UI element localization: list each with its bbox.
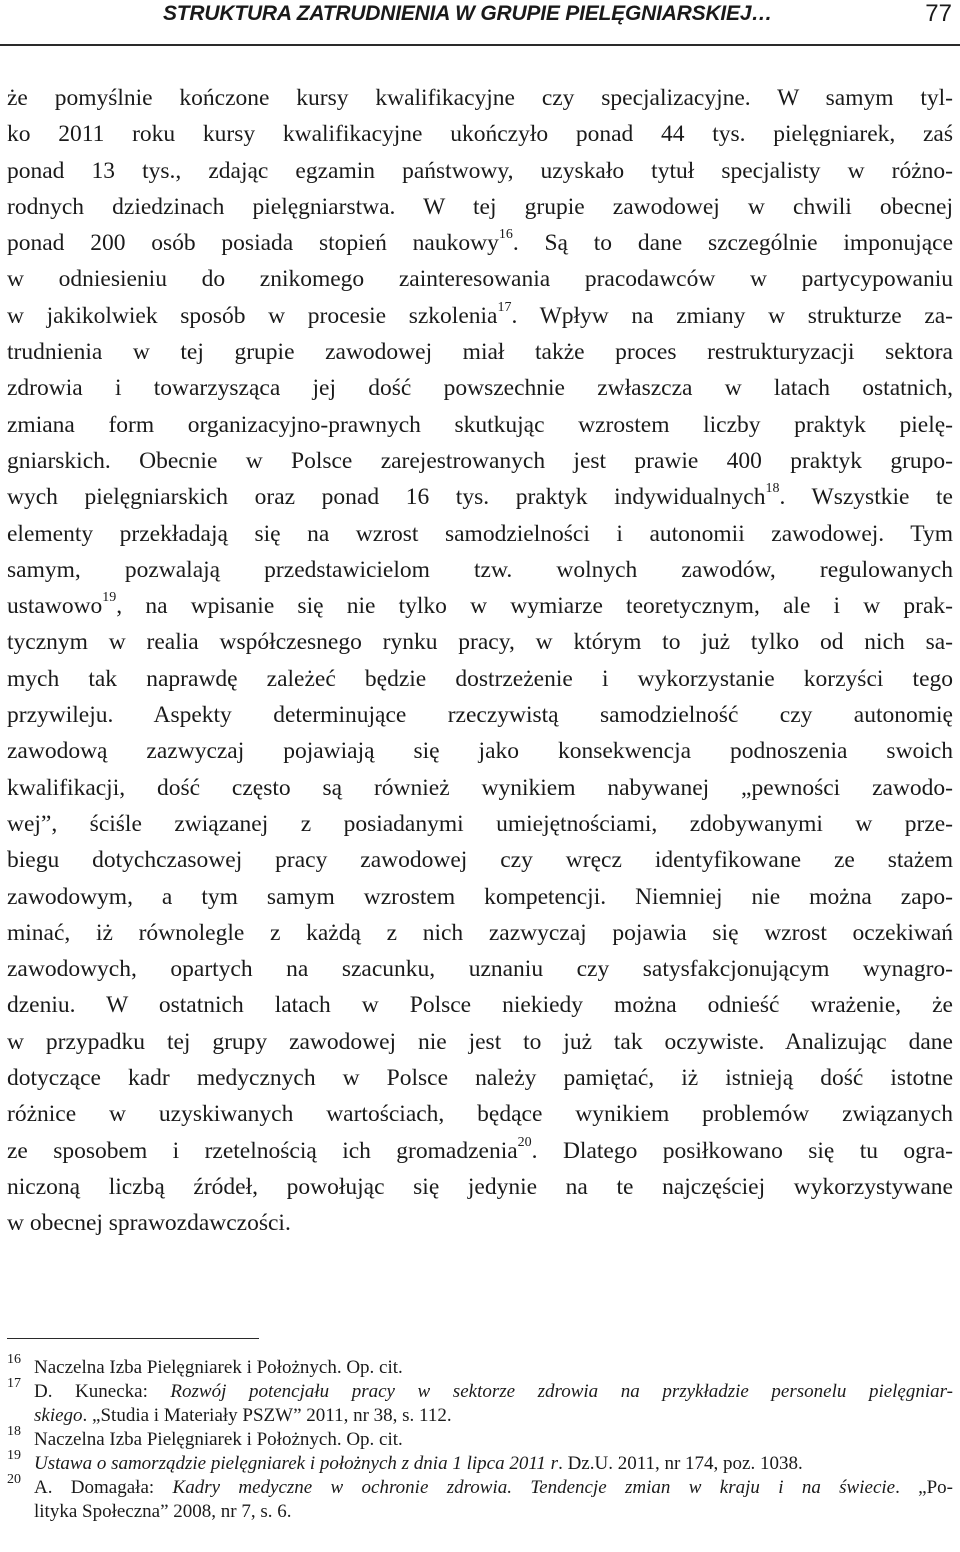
text-line: rodnych dziedzinach pielęgniarstwa. W tej grupie zawodowej w chwili obecnej [7, 193, 953, 220]
text-line [7, 588, 953, 624]
text-line: w przypadku tej grupy zawodowej nie jest to już tak oczywiste. Analizując dane [7, 1028, 953, 1055]
text-line: zawodowym, a tym samym wzrostem kompetencji. Niemniej nie można zapo- [7, 883, 953, 910]
text-line: w obecnej sprawozdawczości. [7, 1210, 291, 1237]
footnote-line [34, 1452, 953, 1476]
text-segment: , na wpisanie się nie tylko w wymiarze teoretycznym, ale i w prak- [116, 593, 953, 620]
text-line: ko 2011 roku kursy kwalifikacyjne ukończyło ponad 44 tys. pielęgniarek, zaś [7, 121, 953, 148]
text-line: niczoną liczbą źródeł, powołując się jedynie na te najczęściej wykorzystywane [7, 1173, 953, 1200]
text-segment: . Wpływ na zmiany w strukturze za- [511, 302, 953, 329]
footnote-16 [7, 1352, 953, 1380]
footnote-reference[interactable]: 20 [517, 1134, 532, 1150]
text-line: gniarskich. Obecnie w Polsce zarejestrowanych jest prawie 400 praktyk grupo- [7, 447, 953, 474]
footnote-segment: A. Domagała: [34, 1477, 173, 1498]
footnote-reference[interactable]: 17 [497, 299, 512, 315]
text-line: trudnienia w tej grupie zawodowej miał także proces restrukturyzacji sektora [7, 339, 953, 366]
text-line [7, 225, 953, 261]
footnote-number: 20 [7, 1472, 21, 1487]
text-line: różnice w uzyskiwanych wartościach, będące wynikiem problemów związanych [7, 1101, 953, 1128]
text-segment: ze sposobem i rzetelnością ich gromadzenia [7, 1137, 518, 1164]
footnote-line [34, 1380, 953, 1404]
footnote-segment: . „Po- [895, 1477, 954, 1498]
footnote-reference[interactable]: 19 [102, 590, 117, 606]
text-line: mych tak naprawdę zależeć będzie dostrzeżenie i wykorzystanie korzyści tego [7, 665, 953, 692]
text-line: elementy przekładają się na wzrost samodzielności i autonomii zawodowej. Tym [7, 520, 953, 547]
footnote-segment: Naczelna Izba Pielęgniarek i Położnych. Op. cit. [34, 1357, 403, 1378]
text-line: dotyczące kadr medycznych w Polsce należy pamiętać, iż istnieją dość istotne [7, 1065, 953, 1092]
text-line: że pomyślnie kończone kursy kwalifikacyjne czy specjalizacyjne. W samym tyl- [7, 85, 953, 111]
text-segment: . Dlatego posiłkowano się tu ogra- [531, 1137, 953, 1164]
body-paragraph [7, 80, 953, 1242]
footnote-segment: . Dz.U. 2011, nr 174, poz. 1038. [558, 1453, 803, 1474]
text-line: minać, iż równolegle z każdą z nich zazwyczaj pojawia się wzrost oczekiwań [7, 919, 953, 946]
text-line: zawodowych, opartych na szacunku, uznaniu czy satysfakcjonującym wynagro- [7, 956, 953, 983]
footnote-segment: skiego [34, 1405, 83, 1426]
footnote-separator [7, 1338, 259, 1339]
footnote-reference[interactable]: 18 [765, 481, 780, 497]
footnote-segment: Ustawa o samorządzie pielęgniarek i położnych z dnia 1 lipca 2011 r [34, 1453, 559, 1474]
running-header [0, 0, 960, 46]
footnote-reference[interactable]: 16 [498, 227, 513, 243]
footnote-number: 18 [7, 1424, 21, 1439]
text-line: zawodową zazwyczaj pojawiają się jako konsekwencja podnoszenia swoich [7, 738, 953, 765]
footnote-line [34, 1356, 953, 1380]
text-line [7, 479, 953, 515]
footnote-18 [7, 1424, 953, 1452]
text-line: ponad 13 tys., zdając egzamin państwowy, uzyskało tytuł specjalisty w różno- [7, 157, 953, 184]
footnote-line [34, 1428, 953, 1452]
footnote-segment: Rozwój potencjału pracy w sektorze zdrowia na przykładzie personelu pielęgniar- [170, 1381, 953, 1402]
text-segment: ponad 200 osób posiada stopień naukowy [7, 230, 499, 257]
text-line: kwalifikacji, dość często są również wynikiem nabywanej „pewności zawodo- [7, 774, 953, 801]
text-segment: w jakikolwiek sposób w procesie szkolenia [7, 302, 498, 329]
footnote-segment: D. Kunecka: [34, 1381, 171, 1402]
text-segment: . Wszystkie te [779, 484, 953, 511]
footnote-segment: Naczelna Izba Pielęgniarek i Położnych. Op. cit. [34, 1429, 403, 1450]
text-line: samym, pozwalają przedstawicielom tzw. wolnych zawodów, regulowanych [7, 556, 953, 583]
page-number: 77 [925, 0, 952, 27]
text-line [7, 1133, 953, 1169]
chapter-title: STRUKTURA ZATRUDNIENIA W GRUPIE PIELĘGNIARSKIEJ… [163, 2, 773, 25]
footnote-17 [7, 1376, 953, 1428]
footnotes [7, 1352, 954, 1524]
text-line: zdrowia i towarzysząca jej dość powszechnie zwłaszcza w latach ostatnich, [7, 375, 953, 402]
footnote-number: 17 [7, 1376, 21, 1391]
footnote-segment: Kadry medyczne w ochronie zdrowia. Tendencje zmian w kraju i na świecie [172, 1477, 896, 1498]
text-line: tycznym w realia współczesnego rynku pracy, w którym to już tylko od nich sa- [7, 629, 953, 656]
footnote-segment: lityka Społeczna” 2008, nr 7, s. 6. [34, 1501, 292, 1522]
footnote-19 [7, 1448, 953, 1476]
text-segment: ustawowo [7, 593, 103, 620]
text-line: wej”, ściśle związanej z posiadanymi umiejętnościami, zdobywanymi w prze- [7, 810, 953, 837]
text-segment: . Są to dane szczególnie imponujące [512, 230, 953, 257]
footnote-20 [7, 1472, 954, 1524]
footnote-line [34, 1500, 953, 1524]
text-line: dzeniu. W ostatnich latach w Polsce niekiedy można odnieść wrażenie, że [7, 992, 953, 1019]
text-line: w odniesieniu do znikomego zainteresowania pracodawców w partycypowaniu [7, 266, 953, 293]
text-line [7, 298, 953, 334]
text-line: przywileju. Aspekty determinujące rzeczywistą samodzielność czy autonomię [7, 702, 953, 729]
footnote-segment: . „Studia i Materiały PSZW” 2011, nr 38, s. 112. [82, 1405, 452, 1426]
text-line: zmiana form organizacyjno-prawnych skutkując wzrostem liczby praktyk pielę- [7, 411, 953, 438]
footnote-number: 16 [7, 1352, 21, 1367]
footnote-line [34, 1476, 953, 1500]
footnote-line [34, 1404, 953, 1428]
text-segment: wych pielęgniarskich oraz ponad 16 tys. praktyk indywidualnych [7, 484, 766, 511]
text-line: biegu dotychczasowej pracy zawodowej czy wręcz identyfikowane ze stażem [7, 847, 953, 874]
footnote-number: 19 [7, 1448, 21, 1463]
